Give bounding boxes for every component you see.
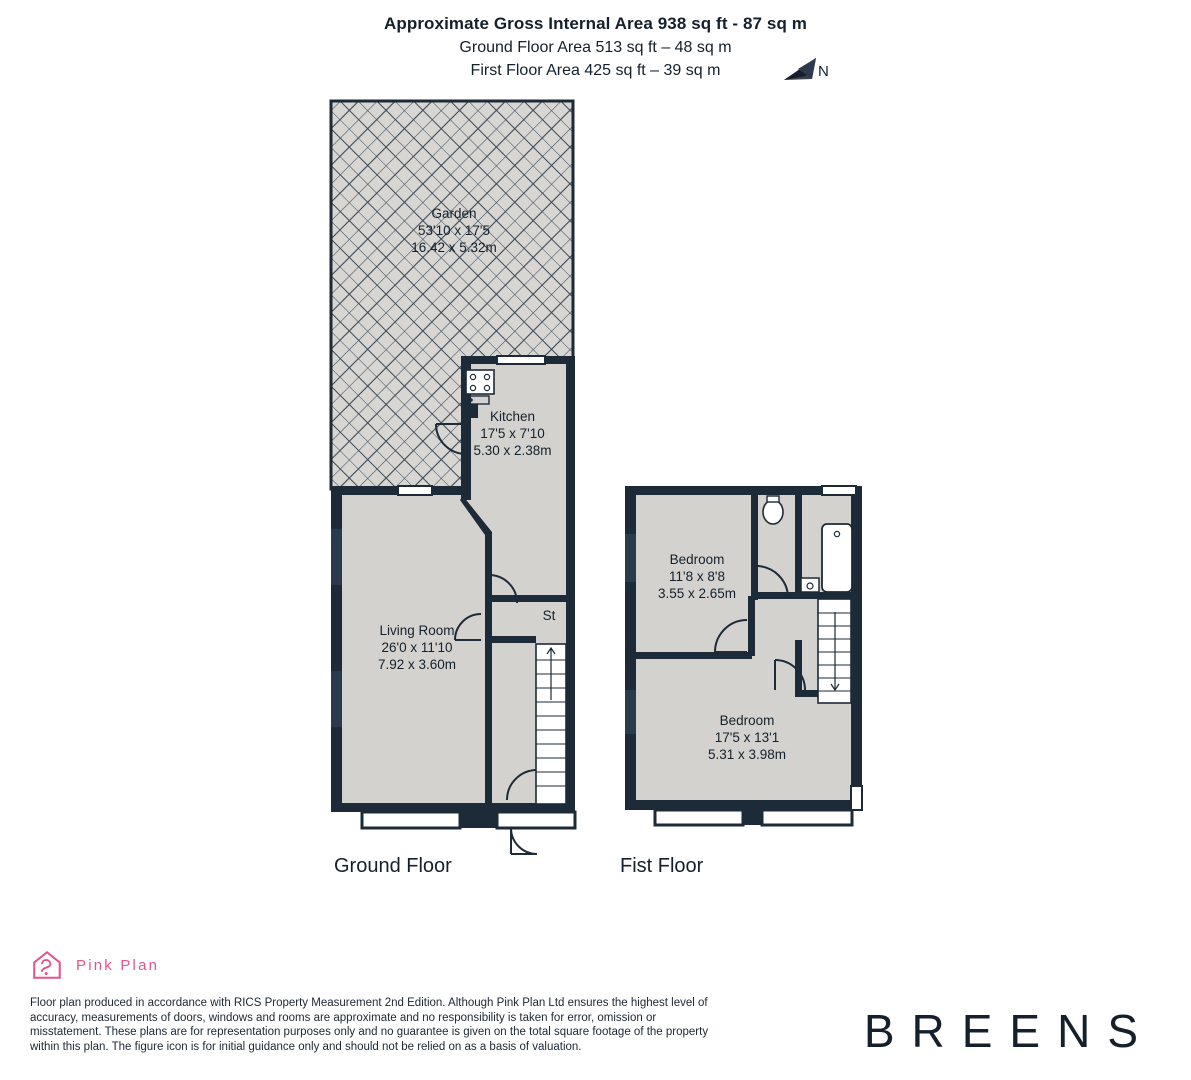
bedroom-1-metric: 3.55 x 2.65m [657,586,737,601]
disclaimer-text: Floor plan produced in accordance with RICS Property Measurement 2nd Edition. Although Pink Plan Ltd ensures the highest level of accuracy, measurements of doors, windows and rooms are approximate and no responsibility is taken for error, omission or misstatement. These plans are for representation purposes only and no guarantee is given on the total square footage of the property within this plan. The figure icon is for initial guidance only and should not be relied on as a basis of valuation. [30,997,709,1053]
wall-ff-front-pier [743,810,762,825]
window-front-hall [497,812,575,828]
kitchen-hob-icon [466,370,494,394]
caption-ground-floor: Ground Floor [334,855,452,877]
wall-landing-left [748,596,755,656]
caption-first-floor: Fist Floor [620,855,704,877]
wall-bathroom-right [795,492,802,592]
door-rear-garden [398,486,432,495]
bay-window-front [362,812,460,828]
living-room-metric: 7.92 x 3.60m [377,657,457,672]
kitchen-name: Kitchen [489,409,536,424]
first-floor-area-text: First Floor Area 425 sq ft – 39 sq m [470,62,721,79]
ground-floor-area-text: Ground Floor Area 513 sq ft – 48 sq m [459,39,732,56]
compass-label: N [818,63,829,80]
window-ff-front-1 [655,810,743,825]
wall-landing-right [795,592,853,599]
living-room-name: Living Room [379,623,455,638]
room-label-garden [383,205,525,256]
window-ff-rear [822,486,856,495]
garden-metric: 16.42 x 5.32m [411,240,497,255]
window-ff-left-2 [625,690,636,734]
wall-storage-bottom [492,636,536,643]
basin-icon [801,578,819,592]
front-door-swing [511,828,537,854]
bedroom-1-name: Bedroom [669,552,725,567]
window-ff-right [851,786,862,810]
garden-imperial: 53'10 x 17'5 [418,223,490,238]
brand-name: Pink Plan [76,956,160,974]
wall-storage-top [492,595,570,602]
window-ff-front-2 [762,810,852,825]
brand-block [30,948,159,982]
toilet-icon [763,500,783,524]
living-room-imperial: 26'0 x 11'10 [381,640,453,655]
agent-name: BREENS [863,1005,1155,1057]
bedroom-2-imperial: 17'5 x 13'1 [714,730,780,745]
bedroom-1-imperial: 11'8 x 8'8 [669,569,725,584]
page-title: Approximate Gross Internal Area 938 sq ft - 87 sq m [384,14,807,33]
pink-plan-logo-icon [30,948,64,982]
kitchen-imperial: 17'5 x 7'10 [480,426,545,441]
window-kitchen-rear [497,356,545,364]
wall-bedroom-divider [628,652,752,659]
room-label-bedroom-2 [676,712,818,763]
room-label-living-room [347,622,487,673]
ground-staircase [536,644,566,804]
bathtub-icon [822,524,852,592]
kitchen-metric: 5.30 x 2.38m [473,443,552,458]
bedroom-2-name: Bedroom [719,713,775,728]
room-label-bedroom-1 [626,551,768,602]
window-living-left-1 [331,529,342,585]
first-floor-staircase [818,599,851,703]
room-label-kitchen [440,408,585,459]
room-label-storage [527,607,571,624]
garden-name: Garden [431,206,477,221]
bedroom-2-metric: 5.31 x 3.98m [707,747,787,762]
storage-name: St [542,608,556,623]
first-floor-plan [625,486,862,825]
wall-front-pier [460,812,496,828]
window-living-left-2 [331,671,342,727]
